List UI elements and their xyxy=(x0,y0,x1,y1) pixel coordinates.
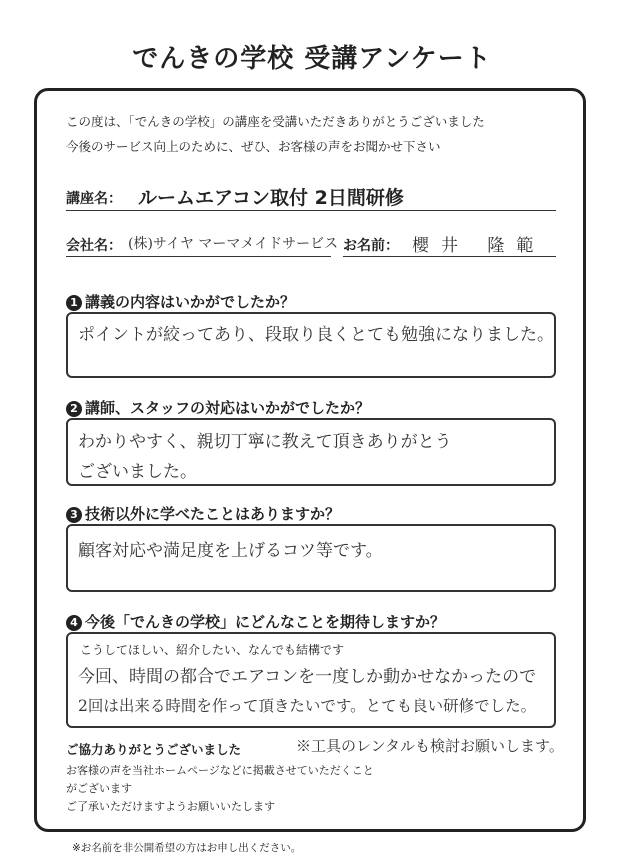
thanks-text: ご協力ありがとうございました xyxy=(66,742,242,757)
question-text: 今後「でんきの学校」にどんなことを期待しますか？ xyxy=(85,613,446,631)
company-underline xyxy=(66,256,331,257)
answer-2-line-2: ございました。 xyxy=(78,462,197,482)
answer-2-line-1: わかりやすく、親切丁寧に教えて頂きありがとう xyxy=(78,432,452,452)
consent-line-2: がございます xyxy=(66,782,132,795)
answer-box-4 xyxy=(66,632,556,728)
question-number: 1 xyxy=(66,295,82,311)
question-2 xyxy=(66,397,370,418)
intro-line-1: この度は、「でんきの学校」の講座を受講いただきありがとうございました xyxy=(66,114,485,129)
question-text: 講師、スタッフの対応はいかがでしたか？ xyxy=(85,399,371,417)
course-underline xyxy=(66,210,556,211)
question-number: 3 xyxy=(66,507,82,523)
answer-3: 顧客対応や満足度を上げるコツ等です。 xyxy=(78,541,383,561)
name-label: お名前： xyxy=(343,238,399,254)
question-3 xyxy=(66,503,340,524)
answer-1: ポイントが絞ってあり、段取り良くとても勉強になりました。 xyxy=(78,325,554,345)
question-number: 4 xyxy=(66,615,82,631)
question-number: 2 xyxy=(66,401,82,417)
answer-box-2 xyxy=(66,418,556,486)
footer-note: ※お名前を非公開希望の方はお申し出ください。 xyxy=(72,842,302,854)
question-4 xyxy=(66,611,445,632)
consent-line-3: ご了承いただけますようお願いいたします xyxy=(66,800,275,813)
question-text: 技術以外に学べたことはありますか？ xyxy=(85,505,341,523)
page-title: でんきの学校 受講アンケート xyxy=(132,44,492,74)
question-text: 講義の内容はいかがでしたか？ xyxy=(85,293,296,311)
question-4-hint: こうしてほしい、紹介したい、なんでも結構です xyxy=(80,643,345,657)
company-label: 会社名： xyxy=(66,238,122,254)
name-value: 櫻井 隆範 xyxy=(412,236,546,256)
course-label: 講座名： xyxy=(66,191,122,207)
question-1 xyxy=(66,291,295,312)
company-value: (株)サイヤ マーマメイドサービス xyxy=(128,236,339,252)
extra-note: ※工具のレンタルも検討お願いします。 xyxy=(296,737,564,755)
answer-box-1 xyxy=(66,312,556,378)
name-underline xyxy=(343,256,556,257)
answer-box-3 xyxy=(66,524,556,592)
intro-line-2: 今後のサービス向上のために、ぜひ、お客様の声をお聞かせ下さい xyxy=(66,139,441,154)
answer-4-line-1: 今回、時間の都合でエアコンを一度しか動かせなかったので xyxy=(78,667,537,687)
consent-line-1: お客様の声を当社ホームページなどに掲載させていただくこと xyxy=(66,764,374,777)
answer-4-line-2: 2回は出来る時間を作って頂きたいです。とても良い研修でした。 xyxy=(78,697,537,715)
course-value: ルームエアコン取付 2日間研修 xyxy=(138,187,404,209)
